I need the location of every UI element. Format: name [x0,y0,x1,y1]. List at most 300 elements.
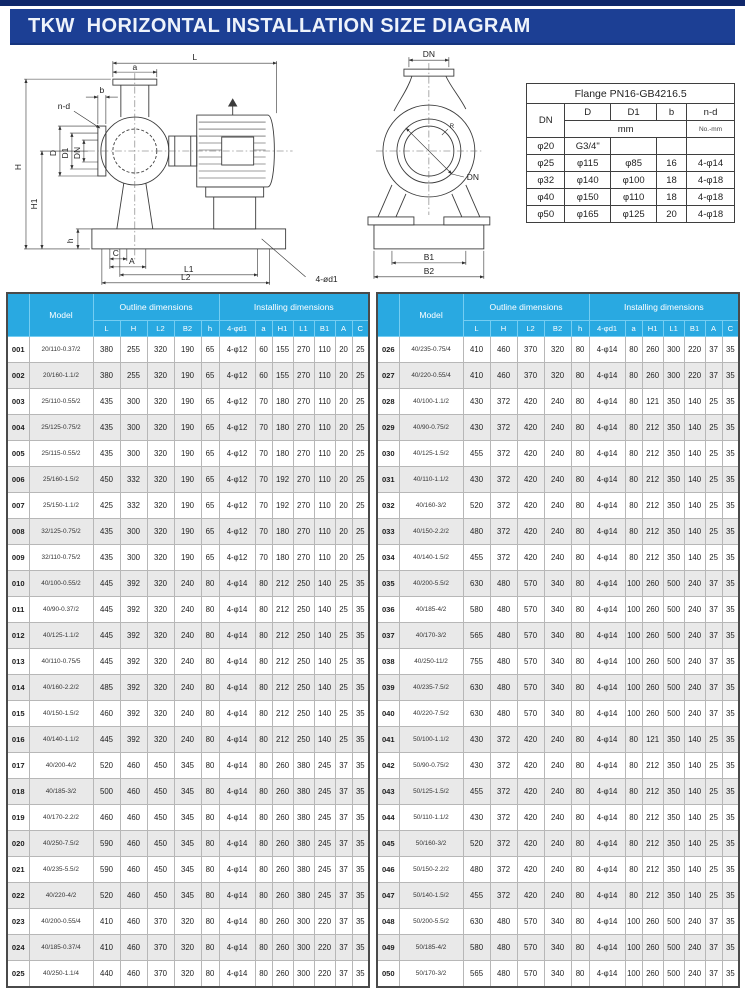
cell-h: 80 [571,623,589,649]
model-cell: 40/150-1.5/2 [29,701,93,727]
cell-H1: 212 [272,597,293,623]
cell-L: 430 [463,389,490,415]
cell-a: 80 [625,337,642,363]
model-cell: 40/100-1.1/2 [399,389,463,415]
row-number: 006 [7,467,29,493]
cell-a: 80 [255,623,272,649]
cell-B2: 345 [174,857,201,883]
cell-L: 455 [463,779,490,805]
col-L: L [93,321,120,337]
cell-4phid1: 4-φ14 [589,597,625,623]
cell-h: 80 [201,961,219,988]
model-cell: 40/235-7.5/2 [399,675,463,701]
cell-H: 372 [490,493,517,519]
cell-L: 755 [463,649,490,675]
cell-L1: 350 [663,883,684,909]
cell-a: 80 [255,935,272,961]
cell-L2: 370 [147,935,174,961]
cell-C: 35 [722,831,739,857]
cell-C: 35 [722,753,739,779]
cell-B1: 220 [684,363,705,389]
flange-dn-cell: φ40 [527,189,565,206]
row-number: 011 [7,597,29,623]
cell-4phid1: 4-φ14 [219,597,255,623]
cell-L1: 500 [663,675,684,701]
cell-C: 35 [722,649,739,675]
col-4phid1: 4-φd1 [219,321,255,337]
cell-C: 35 [722,701,739,727]
row-number: 048 [377,909,399,935]
cell-L: 450 [93,467,120,493]
row-number: 034 [377,545,399,571]
cell-h: 80 [201,701,219,727]
table-row [7,779,369,805]
cell-B1: 240 [684,649,705,675]
col-H: H [120,321,147,337]
col-L2: L2 [517,321,544,337]
cell-h: 65 [201,389,219,415]
cell-B2: 240 [174,597,201,623]
cell-L1: 350 [663,857,684,883]
cell-C: 35 [352,831,369,857]
cell-C: 35 [352,597,369,623]
cell-a: 80 [255,649,272,675]
row-number: 017 [7,753,29,779]
cell-B1: 110 [314,519,335,545]
cell-L2: 370 [517,337,544,363]
cell-A: 25 [705,857,722,883]
model-cell: 50/160-3/2 [399,831,463,857]
cell-A: 25 [335,571,352,597]
cell-L2: 420 [517,779,544,805]
table-row [7,883,369,909]
cell-H: 372 [490,545,517,571]
row-number: 030 [377,441,399,467]
cell-L: 435 [93,519,120,545]
table-row [7,363,369,389]
cell-L2: 320 [147,415,174,441]
cell-a: 100 [625,623,642,649]
cell-B1: 140 [684,883,705,909]
cell-B1: 110 [314,415,335,441]
dim-label-H: H [12,163,23,171]
cell-a: 100 [625,649,642,675]
cell-4phid1: 4-φ14 [219,623,255,649]
flange-b-cell: 18 [657,189,687,206]
table-row [377,805,739,831]
cell-B1: 240 [684,571,705,597]
cell-L: 430 [463,467,490,493]
cell-B2: 240 [544,389,571,415]
model-cell: 40/140-1.5/2 [399,545,463,571]
cell-L2: 320 [147,545,174,571]
cell-H: 372 [490,831,517,857]
cell-a: 100 [625,935,642,961]
cell-H: 460 [120,805,147,831]
dim-label-DN-side: DN [466,171,479,182]
cell-L1: 350 [663,831,684,857]
flange-unit-no-mm: No.-mm [687,121,735,138]
cell-a: 70 [255,441,272,467]
table-row [377,961,739,988]
cell-H: 460 [120,935,147,961]
cell-H: 460 [120,779,147,805]
cell-L: 520 [463,493,490,519]
cell-4phid1: 4-φ14 [589,649,625,675]
cell-A: 37 [335,831,352,857]
cell-4phid1: 4-φ14 [589,337,625,363]
row-number: 050 [377,961,399,988]
cell-L: 380 [93,363,120,389]
cell-4phid1: 4-φ12 [219,493,255,519]
title-bar [10,9,735,45]
cell-H: 460 [490,337,517,363]
cell-a: 80 [255,831,272,857]
row-number: 026 [377,337,399,363]
row-number: 023 [7,909,29,935]
cell-L1: 270 [293,519,314,545]
cell-B1: 110 [314,545,335,571]
cell-C: 35 [352,961,369,988]
cell-A: 37 [705,623,722,649]
table-row [7,415,369,441]
cell-L1: 250 [293,597,314,623]
cell-L2: 570 [517,935,544,961]
dim-label-L1: L1 [184,263,194,274]
cell-h: 80 [571,389,589,415]
cell-H1: 260 [642,571,663,597]
model-cell: 40/90-0.37/2 [29,597,93,623]
cell-L1: 350 [663,519,684,545]
cell-H: 392 [120,597,147,623]
cell-H1: 192 [272,493,293,519]
table-row [527,138,735,155]
model-cell: 25/150-1.1/2 [29,493,93,519]
cell-4phid1: 4-φ14 [589,519,625,545]
row-number: 042 [377,753,399,779]
cell-4phid1: 4-φ14 [589,441,625,467]
row-number: 031 [377,467,399,493]
cell-L: 425 [93,493,120,519]
flange-col-d1: D1 [611,104,657,121]
cell-B1: 245 [314,831,335,857]
cell-L2: 320 [147,441,174,467]
cell-B2: 190 [174,545,201,571]
cell-H: 372 [490,805,517,831]
row-number: 005 [7,441,29,467]
cell-H1: 121 [642,727,663,753]
cell-B2: 240 [544,831,571,857]
cell-L1: 350 [663,545,684,571]
cell-H1: 212 [642,545,663,571]
cell-L: 435 [93,545,120,571]
cell-B2: 340 [544,961,571,988]
cell-H: 300 [120,441,147,467]
cell-B2: 190 [174,389,201,415]
cell-B2: 345 [174,883,201,909]
cell-h: 80 [201,831,219,857]
cell-h: 65 [201,493,219,519]
cell-h: 80 [571,805,589,831]
row-number: 027 [377,363,399,389]
dim-label-D: D [47,149,58,157]
cell-a: 80 [255,727,272,753]
cell-4phid1: 4-φ14 [219,675,255,701]
cell-H1: 260 [272,935,293,961]
cell-B2: 340 [544,935,571,961]
cell-a: 80 [255,909,272,935]
cell-a: 70 [255,415,272,441]
cell-C: 35 [352,909,369,935]
model-cell: 40/220-7.5/2 [399,701,463,727]
cell-B2: 240 [174,623,201,649]
cell-L: 565 [463,961,490,988]
cell-4phid1: 4-φ12 [219,519,255,545]
cell-4phid1: 4-φ14 [219,883,255,909]
cell-H: 372 [490,857,517,883]
cell-h: 80 [201,649,219,675]
cell-L: 480 [463,519,490,545]
cell-H1: 260 [272,961,293,988]
model-cell: 50/185-4/2 [399,935,463,961]
cell-C: 35 [352,779,369,805]
cell-4phid1: 4-φ14 [589,779,625,805]
cell-B2: 320 [174,935,201,961]
cell-h: 80 [571,831,589,857]
cell-L1: 250 [293,675,314,701]
model-cell: 40/160-2.2/2 [29,675,93,701]
cell-a: 100 [625,909,642,935]
dim-label-DN-top: DN [422,49,435,60]
cell-H: 480 [490,909,517,935]
model-cell: 40/185-4/2 [399,597,463,623]
cell-C: 25 [352,493,369,519]
cell-L1: 250 [293,649,314,675]
cell-B2: 190 [174,363,201,389]
cell-4phid1: 4-φ14 [589,857,625,883]
cell-C: 35 [352,649,369,675]
cell-B1: 140 [684,415,705,441]
model-cell: 40/250-7.5/2 [29,831,93,857]
cell-B1: 245 [314,883,335,909]
cell-H1: 180 [272,415,293,441]
cell-H: 480 [490,675,517,701]
cell-h: 80 [571,753,589,779]
model-cell: 50/110-1.1/2 [399,805,463,831]
table-row [7,909,369,935]
cell-B2: 320 [174,961,201,988]
cell-H: 300 [120,415,147,441]
cell-L2: 420 [517,857,544,883]
row-number: 036 [377,597,399,623]
cell-A: 20 [335,389,352,415]
cell-A: 37 [335,909,352,935]
cell-B1: 140 [314,597,335,623]
model-cell: 40/100-0.55/2 [29,571,93,597]
cell-h: 80 [571,441,589,467]
model-cell: 40/200-5.5/2 [399,571,463,597]
cell-L1: 500 [663,597,684,623]
cell-B2: 345 [174,753,201,779]
cell-H1: 260 [642,935,663,961]
cell-4phid1: 4-φ14 [589,909,625,935]
cell-B2: 240 [544,493,571,519]
cell-H1: 260 [272,831,293,857]
model-cell: 40/220-4/2 [29,883,93,909]
cell-a: 80 [255,805,272,831]
flange-d-cell: G3/4" [565,138,611,155]
corner-header [377,293,399,337]
cell-B2: 240 [544,753,571,779]
col-B1: B1 [684,321,705,337]
cell-B2: 240 [544,883,571,909]
cell-a: 80 [255,571,272,597]
cell-B1: 140 [684,467,705,493]
cell-L: 380 [93,337,120,363]
col-4phid1: 4-φd1 [589,321,625,337]
cell-B1: 110 [314,467,335,493]
outline-group-header: Outline dimensions [463,293,589,321]
col-C: C [352,321,369,337]
cell-L1: 380 [293,805,314,831]
dim-label-C: C [112,247,119,258]
cell-H: 480 [490,935,517,961]
flange-col-nd: n-d [687,104,735,121]
cell-H: 372 [490,415,517,441]
cell-H1: 260 [642,597,663,623]
cell-A: 25 [705,727,722,753]
table-row [7,701,369,727]
cell-H: 372 [490,779,517,805]
row-number: 015 [7,701,29,727]
cell-B2: 190 [174,441,201,467]
cell-L1: 300 [663,363,684,389]
cell-a: 100 [625,571,642,597]
cell-H: 480 [490,597,517,623]
cell-L1: 350 [663,805,684,831]
cell-h: 65 [201,519,219,545]
cell-B1: 140 [314,571,335,597]
table-row [7,597,369,623]
page-top-strip [0,0,745,6]
cell-L1: 270 [293,363,314,389]
cell-A: 20 [335,467,352,493]
cell-H: 300 [120,519,147,545]
cell-B2: 240 [544,467,571,493]
table-row [7,467,369,493]
cell-L1: 380 [293,857,314,883]
cell-A: 37 [705,909,722,935]
cell-h: 80 [571,727,589,753]
model-cell: 40/170-3/2 [399,623,463,649]
cell-A: 37 [705,649,722,675]
cell-L2: 320 [147,467,174,493]
cell-H1: 260 [642,337,663,363]
cell-B1: 140 [684,441,705,467]
pump-front-view-drawing [352,49,527,289]
cell-B2: 340 [544,623,571,649]
model-cell: 40/235-0.75/4 [399,337,463,363]
cell-L1: 500 [663,623,684,649]
cell-L1: 250 [293,623,314,649]
cell-C: 35 [722,441,739,467]
row-number: 025 [7,961,29,988]
cell-A: 20 [335,519,352,545]
cell-L2: 320 [147,649,174,675]
cell-H1: 260 [642,363,663,389]
cell-H: 392 [120,701,147,727]
table-row [377,519,739,545]
cell-L: 580 [463,597,490,623]
model-cell: 25/110-0.55/2 [29,389,93,415]
cell-L2: 570 [517,701,544,727]
cell-h: 65 [201,415,219,441]
cell-C: 35 [722,675,739,701]
dimension-lines [24,61,306,285]
cell-C: 25 [352,519,369,545]
cell-L1: 300 [293,935,314,961]
dimension-table-right [376,292,740,988]
cell-L2: 320 [147,701,174,727]
cell-L2: 450 [147,753,174,779]
row-number: 013 [7,649,29,675]
cell-H1: 212 [272,675,293,701]
model-cell: 40/125-1.1/2 [29,623,93,649]
cell-H: 460 [120,883,147,909]
model-cell: 32/125-0.75/2 [29,519,93,545]
cell-h: 80 [201,909,219,935]
cell-h: 80 [571,649,589,675]
cell-L2: 320 [147,389,174,415]
cell-L1: 250 [293,571,314,597]
cell-a: 80 [255,883,272,909]
cell-4phid1: 4-φ14 [219,649,255,675]
cell-L2: 570 [517,961,544,988]
cell-L: 565 [463,623,490,649]
cell-C: 25 [352,337,369,363]
cell-h: 80 [201,727,219,753]
col-h: h [201,321,219,337]
installing-group-header: Installing dimensions [219,293,369,321]
cell-4phid1: 4-φ12 [219,363,255,389]
flange-b-cell: 16 [657,155,687,172]
cell-L: 435 [93,415,120,441]
table-row [7,545,369,571]
cell-a: 70 [255,493,272,519]
flange-col-dn: DN [527,104,565,138]
table-row [527,155,735,172]
cell-L1: 270 [293,337,314,363]
cell-L1: 350 [663,727,684,753]
model-cell: 40/235-5.5/2 [29,857,93,883]
cell-L2: 320 [147,337,174,363]
cell-B1: 245 [314,779,335,805]
cell-4phid1: 4-φ14 [219,961,255,988]
cell-a: 100 [625,675,642,701]
cell-L: 445 [93,623,120,649]
model-cell: 40/200-4/2 [29,753,93,779]
cell-a: 80 [625,441,642,467]
table-row [377,779,739,805]
dim-label-h: h [64,238,75,244]
cell-h: 80 [571,883,589,909]
page-title: TKW HORIZONTAL INSTALLATION SIZE DIAGRAM [28,14,531,37]
cell-C: 35 [722,909,739,935]
cell-H1: 212 [272,571,293,597]
table-row [7,649,369,675]
table-row [7,727,369,753]
cell-H1: 180 [272,389,293,415]
